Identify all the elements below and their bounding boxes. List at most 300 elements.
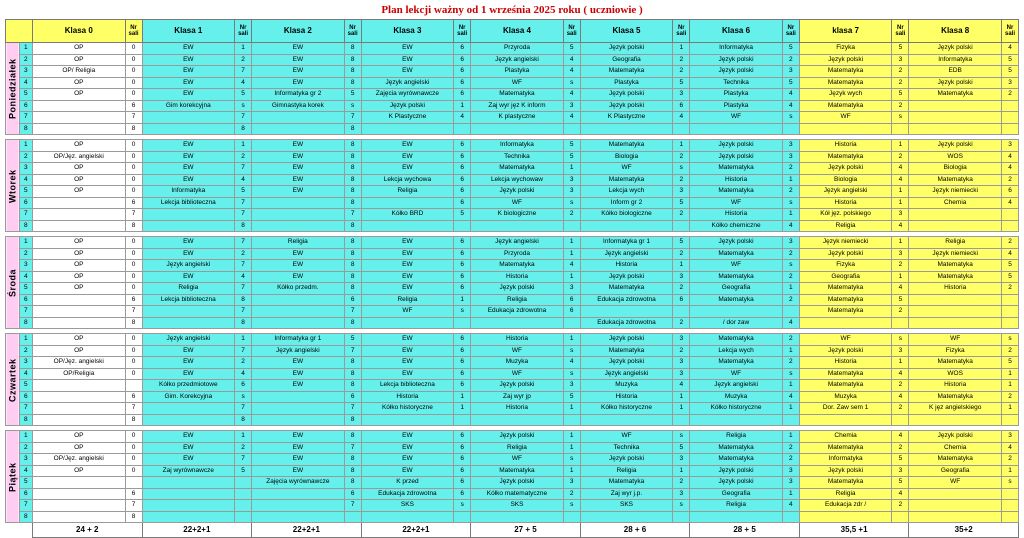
lesson-cell: Chemia	[909, 442, 1002, 454]
lesson-cell: Język polski	[471, 380, 564, 392]
lesson-cell: Przyroda	[471, 43, 564, 55]
lesson-cell	[252, 112, 345, 124]
room-cell: 8	[344, 186, 361, 198]
room-cell: 0	[125, 357, 142, 369]
room-cell	[782, 414, 799, 426]
lesson-cell: WF	[580, 163, 673, 175]
table-row	[6, 151, 1019, 163]
room-cell: 2	[563, 209, 580, 221]
lesson-cell	[142, 220, 235, 232]
lesson-cell: SKS	[471, 500, 564, 512]
lesson-cell	[909, 306, 1002, 318]
room-cell: 6	[454, 345, 471, 357]
room-cell: 7	[235, 66, 252, 78]
lesson-cell: Matematyka	[580, 345, 673, 357]
room-cell: 6	[125, 197, 142, 209]
day-label-3: Czwartek	[6, 334, 20, 426]
room-cell: 2	[892, 403, 909, 415]
lesson-cell: Matematyka	[471, 465, 564, 477]
lesson-cell: Kółko historyczne	[580, 403, 673, 415]
timetable-footer	[6, 523, 1019, 538]
hour-number: 3	[19, 66, 33, 78]
lesson-cell: OP	[33, 163, 126, 175]
room-cell: 6	[454, 140, 471, 152]
lesson-cell	[33, 220, 126, 232]
class-header-6: Klasa 6	[690, 20, 783, 43]
lesson-cell: Język angielski	[799, 186, 892, 198]
lesson-cell: Zaj wyr jęz K inform	[471, 100, 564, 112]
lesson-cell: Lekcja biblioteczna	[142, 294, 235, 306]
room-cell: 4	[235, 271, 252, 283]
lesson-cell: WF	[471, 197, 564, 209]
lesson-cell	[690, 123, 783, 135]
lesson-cell: Historia	[799, 197, 892, 209]
room-cell: 3	[1002, 140, 1019, 152]
room-cell: 2	[782, 54, 799, 66]
lesson-cell: Matematyka	[690, 442, 783, 454]
room-cell: 1	[454, 100, 471, 112]
lesson-cell: SKS	[361, 500, 454, 512]
lesson-cell: Matematyka	[799, 306, 892, 318]
room-cell: 2	[235, 151, 252, 163]
room-cell: 2	[673, 283, 690, 295]
room-cell: 2	[892, 500, 909, 512]
lesson-cell	[142, 112, 235, 124]
lesson-cell: WF	[799, 112, 892, 124]
lesson-cell: Język polski	[690, 477, 783, 489]
room-cell: 4	[1002, 197, 1019, 209]
room-cell: 1	[1002, 403, 1019, 415]
room-cell: 1	[563, 163, 580, 175]
room-cell: 6	[454, 174, 471, 186]
lesson-cell: Technika	[580, 442, 673, 454]
room-cell: 2	[892, 100, 909, 112]
table-row	[6, 454, 1019, 466]
room-cell	[892, 317, 909, 329]
table-row	[6, 197, 1019, 209]
lesson-cell: Matematyka	[690, 163, 783, 175]
table-row	[6, 43, 1019, 55]
lesson-cell: EW	[252, 357, 345, 369]
lesson-cell: EW	[252, 174, 345, 186]
room-cell: 8	[235, 123, 252, 135]
room-cell: 8	[125, 414, 142, 426]
room-cell: 0	[125, 43, 142, 55]
lesson-cell	[252, 197, 345, 209]
room-cell: 0	[125, 151, 142, 163]
lesson-cell: Historia	[799, 357, 892, 369]
lesson-cell: OP	[33, 345, 126, 357]
lesson-cell: OP	[33, 431, 126, 443]
hour-number: 8	[19, 414, 33, 426]
room-cell: 6	[235, 380, 252, 392]
lesson-cell: EW	[361, 442, 454, 454]
lesson-cell: Historia	[690, 174, 783, 186]
lesson-cell: Gim korekcyjna	[142, 100, 235, 112]
lesson-cell: EW	[361, 237, 454, 249]
room-cell: 1	[892, 357, 909, 369]
class-header-7: klasa 7	[799, 20, 892, 43]
hour-number: 3	[19, 454, 33, 466]
hour-number: 5	[19, 477, 33, 489]
class-room-header-1: Nr sali	[235, 20, 252, 43]
room-cell: 5	[1002, 357, 1019, 369]
room-cell	[454, 220, 471, 232]
lesson-cell: Historia	[471, 334, 564, 346]
lesson-cell: Technika	[471, 151, 564, 163]
lesson-cell: Matematyka	[471, 163, 564, 175]
hour-number: 4	[19, 368, 33, 380]
room-cell: s	[782, 197, 799, 209]
total-hours-3: 22+2+1	[361, 523, 471, 538]
room-cell: 8	[344, 174, 361, 186]
room-cell: 6	[454, 77, 471, 89]
lesson-cell: Historia	[361, 391, 454, 403]
lesson-cell: Religia	[252, 237, 345, 249]
lesson-cell: Religia	[799, 488, 892, 500]
hour-number: 4	[19, 271, 33, 283]
room-cell: 3	[673, 454, 690, 466]
lesson-cell: Język polski	[909, 43, 1002, 55]
lesson-cell: EW	[142, 174, 235, 186]
room-cell	[563, 317, 580, 329]
room-cell: 2	[563, 488, 580, 500]
hour-number: 1	[19, 334, 33, 346]
lesson-cell: Kółko historyczne	[361, 403, 454, 415]
lesson-cell	[909, 294, 1002, 306]
table-row	[6, 260, 1019, 272]
lesson-cell: EW	[252, 77, 345, 89]
lesson-cell: Język polski	[580, 100, 673, 112]
class-room-header-8: Nr sali	[1002, 20, 1019, 43]
lesson-cell: Historia	[471, 271, 564, 283]
lesson-cell: EW	[142, 248, 235, 260]
room-cell: 1	[454, 403, 471, 415]
room-cell: 7	[235, 237, 252, 249]
room-cell: 3	[782, 140, 799, 152]
lesson-cell: EW	[252, 465, 345, 477]
room-cell: 2	[892, 66, 909, 78]
lesson-cell: WF	[471, 454, 564, 466]
lesson-cell: Plastyka	[690, 100, 783, 112]
lesson-cell: EW	[142, 89, 235, 101]
lesson-cell: Matematyka	[580, 283, 673, 295]
lesson-cell: EW	[361, 334, 454, 346]
lesson-cell	[33, 197, 126, 209]
lesson-cell: OP	[33, 334, 126, 346]
lesson-cell	[361, 414, 454, 426]
hour-number: 4	[19, 465, 33, 477]
lesson-cell: Biologia	[909, 163, 1002, 175]
room-cell: 3	[892, 209, 909, 221]
room-cell	[1002, 306, 1019, 318]
lesson-cell: Matematyka	[799, 477, 892, 489]
lesson-cell: Matematyka	[580, 66, 673, 78]
room-cell	[454, 317, 471, 329]
lesson-cell: Religia	[471, 442, 564, 454]
room-cell	[1002, 488, 1019, 500]
lesson-cell: Język polski	[361, 100, 454, 112]
lesson-cell	[799, 414, 892, 426]
room-cell: 2	[892, 260, 909, 272]
room-cell: 8	[344, 477, 361, 489]
lesson-cell	[33, 100, 126, 112]
lesson-cell: K biologiczne	[471, 209, 564, 221]
lesson-cell: Matematyka	[799, 77, 892, 89]
lesson-cell: EW	[252, 163, 345, 175]
lesson-cell	[799, 317, 892, 329]
room-cell	[563, 511, 580, 523]
room-cell: 3	[673, 186, 690, 198]
lesson-cell: Religia	[909, 237, 1002, 249]
lesson-cell: WF	[690, 260, 783, 272]
room-cell: 0	[125, 174, 142, 186]
lesson-cell: Język niemiecki	[909, 248, 1002, 260]
class-header-2: Klasa 2	[252, 20, 345, 43]
lesson-cell: EW	[252, 54, 345, 66]
room-cell: 3	[782, 151, 799, 163]
table-row	[6, 500, 1019, 512]
table-row	[6, 345, 1019, 357]
lesson-cell	[471, 123, 564, 135]
room-cell: 3	[673, 89, 690, 101]
room-cell: 2	[235, 442, 252, 454]
hour-number: 3	[19, 260, 33, 272]
room-cell: 7	[235, 454, 252, 466]
lesson-cell: EW	[361, 54, 454, 66]
room-cell: 0	[125, 186, 142, 198]
lesson-cell: Język polski	[690, 237, 783, 249]
table-row	[6, 209, 1019, 221]
room-cell: 6	[454, 334, 471, 346]
lesson-cell: OP	[33, 260, 126, 272]
class-room-header-0: Nr sali	[125, 20, 142, 43]
lesson-cell	[252, 391, 345, 403]
room-cell: 5	[673, 77, 690, 89]
room-cell: 7	[125, 500, 142, 512]
hour-number: 5	[19, 89, 33, 101]
room-cell: 2	[782, 186, 799, 198]
timetable	[5, 19, 1019, 538]
lesson-cell: Biologia	[580, 151, 673, 163]
room-cell: 8	[344, 54, 361, 66]
hour-number: 1	[19, 431, 33, 443]
lesson-cell: WF	[690, 368, 783, 380]
room-cell: 5	[892, 454, 909, 466]
lesson-cell: Lekcja wychowa	[361, 174, 454, 186]
lesson-cell: Język polski	[471, 283, 564, 295]
room-cell: 8	[235, 294, 252, 306]
lesson-cell: EW	[142, 368, 235, 380]
lesson-cell: Język polski	[909, 431, 1002, 443]
lesson-cell	[142, 414, 235, 426]
table-row	[6, 112, 1019, 124]
table-row	[6, 511, 1019, 523]
lesson-cell: Plastyka	[690, 89, 783, 101]
lesson-cell	[909, 112, 1002, 124]
room-cell: 8	[344, 163, 361, 175]
table-row	[6, 186, 1019, 198]
room-cell: 0	[125, 368, 142, 380]
lesson-cell: Matematyka	[690, 334, 783, 346]
hour-number: 4	[19, 174, 33, 186]
room-cell	[782, 123, 799, 135]
total-hours-5: 28 + 6	[580, 523, 690, 538]
room-cell: 4	[235, 368, 252, 380]
room-cell: 0	[125, 163, 142, 175]
lesson-cell: Język polski	[799, 248, 892, 260]
room-cell	[782, 306, 799, 318]
lesson-cell: Kółko przedmiotowe	[142, 380, 235, 392]
table-row	[6, 431, 1019, 443]
hour-number: 7	[19, 403, 33, 415]
room-cell: 7	[125, 112, 142, 124]
timetable-body	[6, 43, 1019, 523]
hour-number: 2	[19, 151, 33, 163]
class-header-8: Klasa 8	[909, 20, 1002, 43]
room-cell: 2	[782, 163, 799, 175]
lesson-cell	[361, 197, 454, 209]
lesson-cell: EW	[361, 260, 454, 272]
lesson-cell: Informatyka	[799, 454, 892, 466]
room-cell: 8	[344, 197, 361, 209]
room-cell: 2	[892, 306, 909, 318]
lesson-cell: Język polski	[690, 66, 783, 78]
room-cell: 1	[1002, 380, 1019, 392]
lesson-cell: WF	[471, 368, 564, 380]
lesson-cell: Język angielski	[142, 334, 235, 346]
lesson-cell: Matematyka	[471, 260, 564, 272]
lesson-cell: Język polski	[580, 43, 673, 55]
lesson-cell	[252, 306, 345, 318]
table-row	[6, 403, 1019, 415]
lesson-cell: EW	[252, 260, 345, 272]
room-cell: 4	[563, 54, 580, 66]
hour-number: 6	[19, 488, 33, 500]
lesson-cell	[909, 220, 1002, 232]
lesson-cell: EW	[252, 380, 345, 392]
room-cell: 3	[563, 477, 580, 489]
room-cell: 4	[892, 283, 909, 295]
room-cell: 7	[125, 306, 142, 318]
room-cell: 6	[125, 488, 142, 500]
lesson-cell: EW	[142, 345, 235, 357]
room-cell: 2	[782, 357, 799, 369]
total-hours-2: 22+2+1	[252, 523, 362, 538]
room-cell: 3	[563, 283, 580, 295]
room-cell: s	[673, 163, 690, 175]
room-cell	[892, 123, 909, 135]
room-cell: 7	[235, 283, 252, 295]
lesson-cell: Religia	[580, 465, 673, 477]
lesson-cell: EW	[142, 271, 235, 283]
room-cell: 6	[673, 294, 690, 306]
lesson-cell	[142, 488, 235, 500]
day-label-0: Poniedziałek	[6, 43, 20, 135]
lesson-cell: Język niemiecki	[799, 237, 892, 249]
class-header-1: Klasa 1	[142, 20, 235, 43]
room-cell: 8	[344, 140, 361, 152]
room-cell: 7	[235, 403, 252, 415]
room-cell	[454, 123, 471, 135]
room-cell: 4	[892, 391, 909, 403]
room-cell: 6	[454, 151, 471, 163]
room-cell: 0	[125, 283, 142, 295]
lesson-cell: Matematyka	[909, 454, 1002, 466]
room-cell: 2	[673, 66, 690, 78]
hour-number: 2	[19, 345, 33, 357]
room-cell: 8	[235, 414, 252, 426]
lesson-cell: Dor. Zaw sem 1	[799, 403, 892, 415]
lesson-cell: Religia	[690, 431, 783, 443]
table-row	[6, 100, 1019, 112]
room-cell: 6	[1002, 186, 1019, 198]
lesson-cell	[252, 511, 345, 523]
room-cell: 1	[563, 334, 580, 346]
room-cell: 5	[673, 237, 690, 249]
lesson-cell: EW	[361, 357, 454, 369]
lesson-cell: Geografia	[909, 465, 1002, 477]
lesson-cell: Matematyka	[690, 357, 783, 369]
room-cell: 3	[892, 465, 909, 477]
lesson-cell	[252, 220, 345, 232]
lesson-cell: EW	[252, 186, 345, 198]
lesson-cell: EW	[252, 151, 345, 163]
room-cell: 8	[344, 123, 361, 135]
total-hours-8: 35+2	[909, 523, 1019, 538]
lesson-cell: Kółko BRD	[361, 209, 454, 221]
class-room-header-2: Nr sali	[344, 20, 361, 43]
lesson-cell	[142, 317, 235, 329]
lesson-cell: Lekcja biblioteczna	[142, 197, 235, 209]
room-cell	[1002, 123, 1019, 135]
room-cell: 7	[344, 209, 361, 221]
table-row	[6, 237, 1019, 249]
lesson-cell: Przyroda	[471, 248, 564, 260]
lesson-cell: Język angielski	[471, 54, 564, 66]
hour-number: 6	[19, 294, 33, 306]
hour-number: 8	[19, 123, 33, 135]
lesson-cell: EW	[361, 140, 454, 152]
room-cell: s	[782, 112, 799, 124]
room-cell: 3	[563, 100, 580, 112]
room-cell: 2	[782, 248, 799, 260]
lesson-cell: EDB	[909, 66, 1002, 78]
room-cell: 0	[125, 431, 142, 443]
lesson-cell: Technika	[690, 77, 783, 89]
lesson-cell: Język polski	[471, 431, 564, 443]
lesson-cell: WF	[361, 306, 454, 318]
table-row	[6, 140, 1019, 152]
room-cell: 3	[563, 174, 580, 186]
hour-number: 6	[19, 391, 33, 403]
lesson-cell: Matematyka	[799, 380, 892, 392]
room-cell: 6	[125, 391, 142, 403]
lesson-cell: Język niemiecki	[909, 186, 1002, 198]
room-cell: 6	[454, 380, 471, 392]
lesson-cell	[471, 511, 564, 523]
lesson-cell: K Plastyczne	[580, 112, 673, 124]
room-cell: 1	[563, 237, 580, 249]
page-title: Plan lekcji ważny od 1 września 2025 roku ( uczniowie )	[381, 4, 643, 16]
room-cell	[125, 477, 142, 489]
hour-number: 8	[19, 317, 33, 329]
lesson-cell: EW	[361, 465, 454, 477]
room-cell: s	[563, 197, 580, 209]
room-cell	[1002, 511, 1019, 523]
room-cell: 4	[673, 380, 690, 392]
room-cell: 3	[782, 237, 799, 249]
